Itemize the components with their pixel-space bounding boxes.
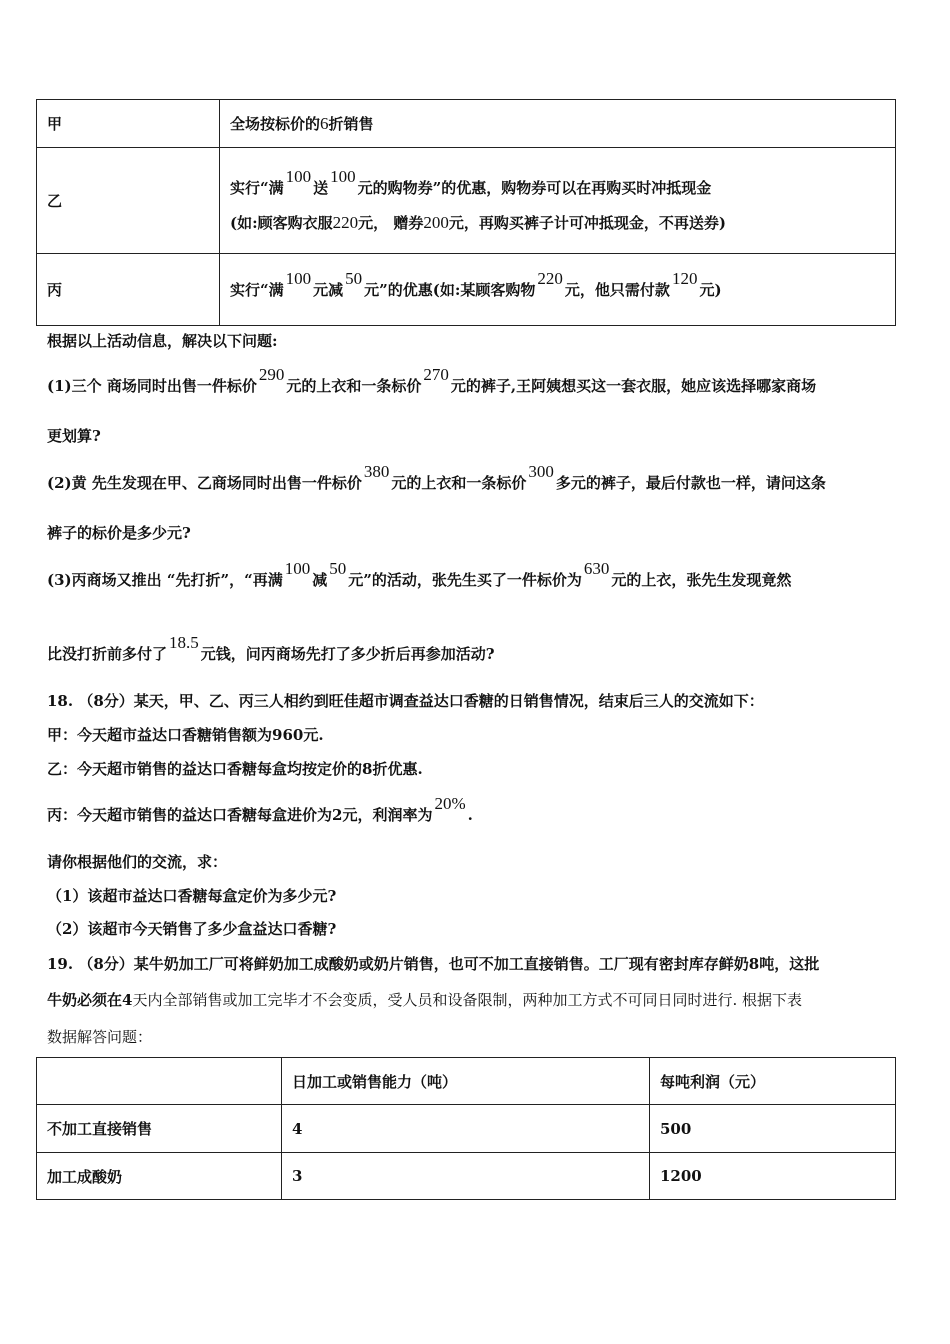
q19-row2-method: 加工成酸奶 [37,1153,282,1200]
q19-row1-profit: 500 [650,1105,896,1153]
q19-row1-capacity: 4 [282,1105,650,1153]
q19-line2: 牛奶必须在4天内全部销售或加工完毕才不会变质，受人员和设备限制，两种加工方式不可同日同时进行. 根据下表 [47,991,802,1009]
q17-part3-end: 比没打折前多付了18.5元钱，问丙商场先打了多少折后再参加活动? [47,633,495,663]
promo-table [36,99,896,326]
promo-yi: 实行“满100送100元的购物券”的优惠，购物券可以在再购买时冲抵现金 (如:顾客购衣服220元， 赠券200元，再购买裤子计可冲抵现金，不再送券) [220,148,896,254]
q17-part3: (3)丙商场又推出 “先打折”，“再满100减50元”的活动，张先生买了一件标价为630元的上衣，张先生发现竟然 [47,559,792,589]
q18-title: 18. （8分）某天，甲、乙、丙三人相约到旺佳超市调查益达口香糖的日销售情况，结束后三人的交流如下： [47,692,764,710]
store-bing: 丙 [37,254,220,326]
promo-jia: 全场按标价的6折销售 [220,100,896,148]
q18-bing: 丙：今天超市销售的益达口香糖每盒进价为2元，利润率为20%. [47,794,473,824]
q18-ask: 请你根据他们的交流，求： [47,853,228,871]
q19-table [36,1057,896,1200]
q19-row2-capacity: 3 [282,1153,650,1200]
q18-jia: 甲：今天超市益达口香糖销售额为960元. [47,726,324,744]
store-yi: 乙 [37,148,220,254]
promo-bing: 实行“满100元减50元”的优惠(如:某顾客购物220元，他只需付款120元) [220,254,896,326]
q19-header-profit: 每吨利润（元） [650,1058,896,1105]
q17-part1-end: 更划算? [47,427,101,445]
q18-sub2: （2）该超市今天销售了多少盒益达口香糖? [47,920,337,938]
q19-row2-profit: 1200 [650,1153,896,1200]
q17-part2-end: 裤子的标价是多少元? [47,524,191,542]
q18-sub1: （1）该超市益达口香糖每盒定价为多少元? [47,887,337,905]
q17-part2: (2)黄 先生发现在甲、乙商场同时出售一件标价380元的上衣和一条标价300多元的裤子，最后付款也一样，请问这条 [47,462,826,492]
q19-header-empty [37,1058,282,1105]
q18-yi: 乙：今天超市销售的益达口香糖每盒均按定价的8折优惠. [47,760,423,778]
q19-line1: 19. （8分）某牛奶加工厂可将鲜奶加工成酸奶或奶片销售，也可不加工直接销售。工厂现有密封库存鲜奶8吨，这批 [47,955,820,973]
q19-row1-method: 不加工直接销售 [37,1105,282,1153]
q17-part1: (1)三个 商场同时出售一件标价290元的上衣和一条标价270元的裤子,王阿姨想买这一套衣服，她应该选择哪家商场 [47,365,817,395]
q17-intro: 根据以上活动信息，解决以下问题: [47,332,278,350]
q19-header-capacity: 日加工或销售能力（吨） [282,1058,650,1105]
q19-line3: 数据解答问题： [47,1028,153,1046]
store-jia: 甲 [37,100,220,148]
